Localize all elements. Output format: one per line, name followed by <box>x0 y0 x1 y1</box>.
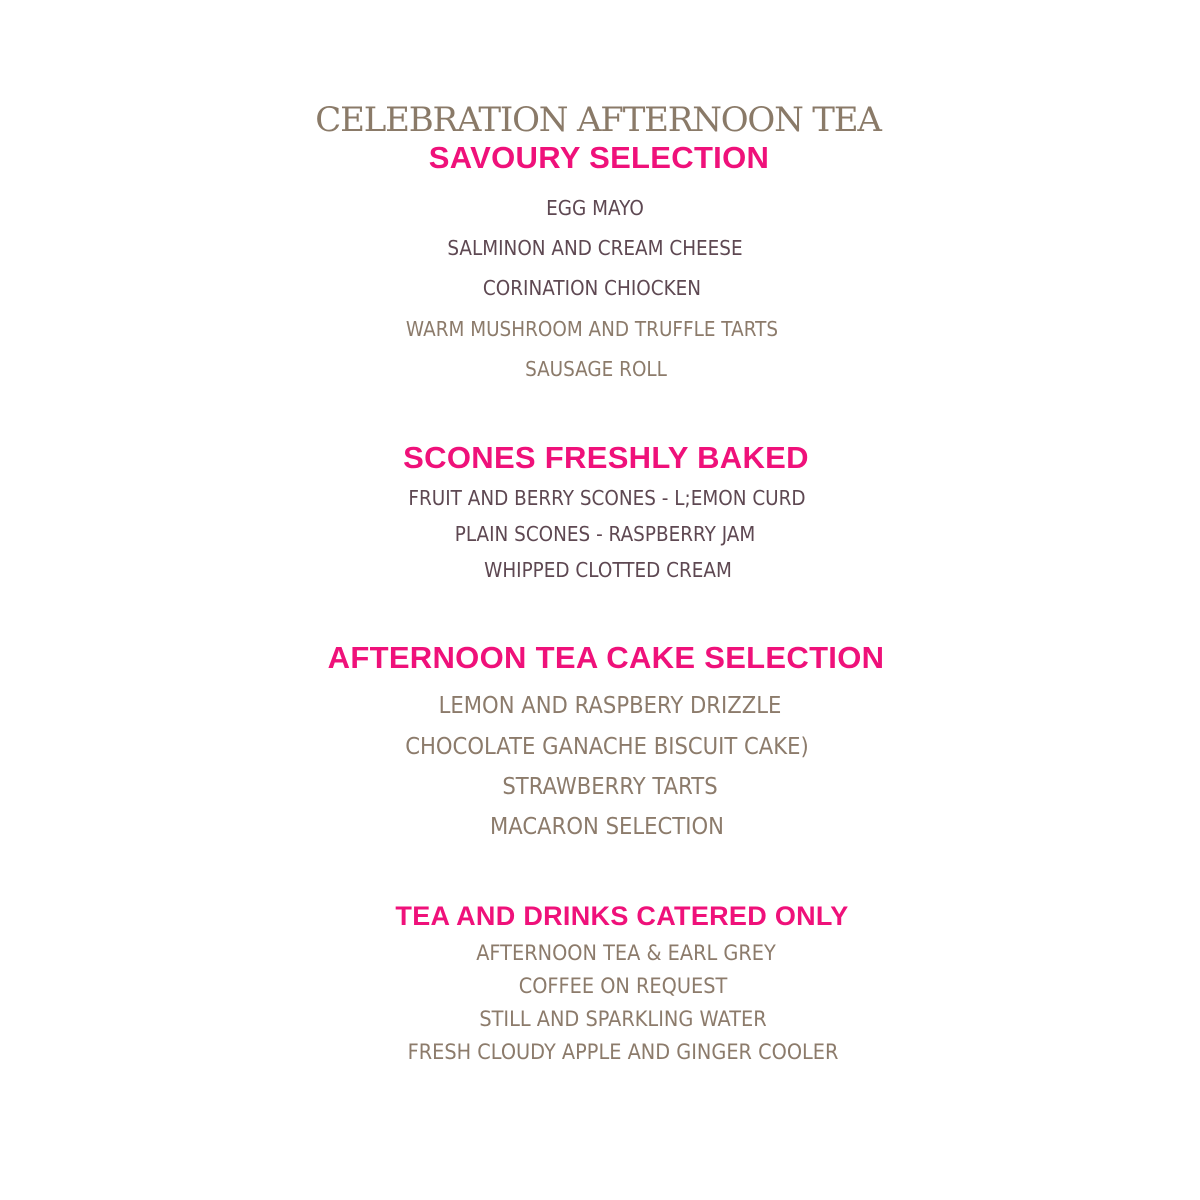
menu-item: WARM MUSHROOM AND TRUFFLE TARTS <box>405 317 779 341</box>
section-heading-cakes: AFTERNOON TEA CAKE SELECTION <box>327 640 885 675</box>
menu-item: FRESH CLOUDY APPLE AND GINGER COOLER <box>407 1040 839 1064</box>
menu-item: LEMON AND RASPBERY DRIZZLE <box>438 693 782 719</box>
menu-item: FRUIT AND BERRY SCONES - L;EMON CURD <box>408 486 806 510</box>
menu-item: STRAWBERRY TARTS <box>502 774 718 800</box>
menu-item: EGG MAYO <box>546 196 644 220</box>
menu-item: AFTERNOON TEA & EARL GREY <box>476 941 776 965</box>
section-heading-drinks: TEA AND DRINKS CATERED ONLY <box>395 901 849 931</box>
section-heading-savoury: SAVOURY SELECTION <box>428 140 770 175</box>
menu-item: MACARON SELECTION <box>490 814 724 840</box>
section-heading-scones: SCONES FRESHLY BAKED <box>403 440 809 475</box>
menu-item: STILL AND SPARKLING WATER <box>479 1007 767 1031</box>
menu-title: CELEBRATION AFTERNOON TEA <box>315 100 881 140</box>
menu-item: SAUSAGE ROLL <box>525 357 667 381</box>
menu-item: WHIPPED CLOTTED CREAM <box>484 558 732 582</box>
menu-item: CORINATION CHIOCKEN <box>482 276 702 300</box>
menu-item: SALMINON AND CREAM CHEESE <box>447 236 743 260</box>
menu-item: CHOCOLATE GANACHE BISCUIT CAKE) <box>405 734 809 760</box>
menu-item: COFFEE ON REQUEST <box>518 974 728 998</box>
menu-item: PLAIN SCONES - RASPBERRY JAM <box>454 522 756 546</box>
